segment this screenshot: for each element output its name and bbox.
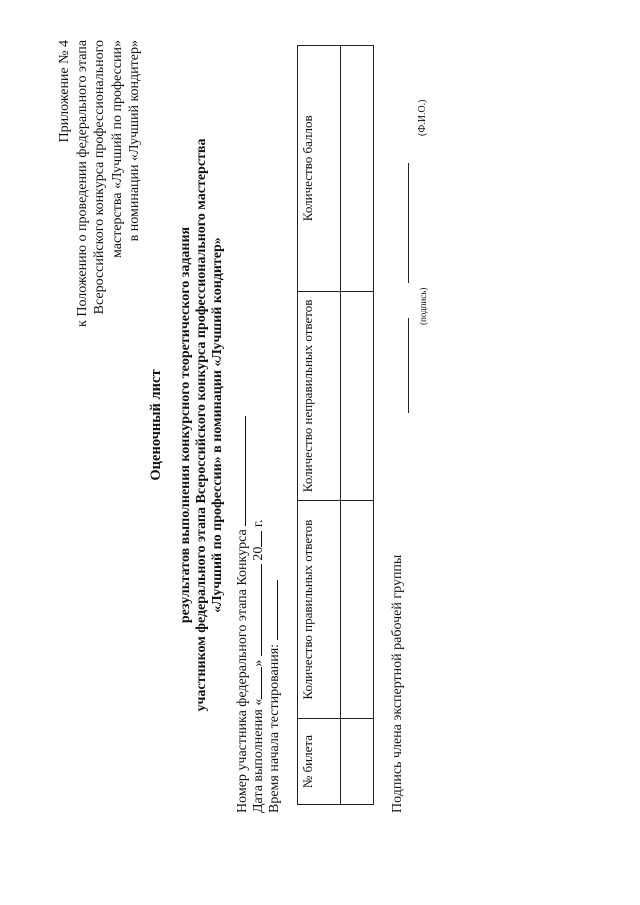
participant-number-row — [233, 313, 249, 813]
table-row — [341, 46, 374, 805]
column-header-ticket: № билета — [298, 719, 341, 805]
date-month-blank[interactable] — [249, 564, 262, 656]
start-time-blank[interactable] — [265, 580, 278, 640]
start-time-row — [265, 313, 281, 813]
date-suffix: г. — [251, 519, 266, 528]
date-day-blank[interactable] — [249, 667, 262, 699]
start-time-label: Время начала тестирования: — [267, 643, 282, 813]
title-line: результатов выполнения конкурсного теоретического задания — [178, 226, 193, 624]
title-line: «Лучший по профессии» в номинации «Лучший кондитер» — [210, 237, 225, 613]
date-year-blank[interactable] — [249, 531, 262, 547]
annex-line: к Положению о проведении федерального этапа — [74, 40, 90, 327]
title-main: Оценочный лист — [148, 369, 164, 481]
participant-number-label: Номер участника федерального этапа Конкурса — [235, 529, 250, 813]
title-line: участником федерального этапа Всероссийского конкурса профессионального мастерства — [194, 138, 209, 712]
table-cell[interactable] — [341, 46, 374, 292]
full-name-line[interactable] — [408, 163, 409, 283]
annex-line: Всероссийского конкурса профессионального — [92, 40, 107, 315]
signature-caption: (подпись) — [418, 287, 428, 325]
document-title — [148, 45, 226, 805]
table-header-row — [298, 46, 341, 805]
column-header-incorrect: Количество неправильных ответов — [298, 291, 341, 501]
annex-line: Приложение № 4 — [57, 40, 72, 143]
date-quote: » — [251, 659, 266, 667]
date-row — [249, 313, 265, 813]
annex-line: в номинации «Лучший кондитер» — [127, 40, 142, 242]
form-fields — [233, 313, 281, 813]
table-cell[interactable] — [341, 291, 374, 501]
table-cell[interactable] — [341, 719, 374, 805]
annex-header — [56, 40, 144, 340]
date-label: Дата выполнения « — [251, 698, 266, 813]
signature-label: Подпись члена экспертной рабочей группы — [390, 554, 405, 813]
annex-line: мастерства «Лучший по профессии» — [109, 40, 125, 258]
participant-number-blank[interactable] — [233, 416, 246, 526]
table-cell[interactable] — [341, 501, 374, 719]
date-year-prefix: 20 — [251, 546, 266, 561]
results-table — [297, 45, 374, 805]
column-header-score: Количество баллов — [298, 46, 341, 292]
full-name-caption: (Ф.И.О.) — [417, 99, 428, 136]
signature-line[interactable] — [408, 318, 409, 413]
column-header-correct: Количество правильных ответов — [298, 501, 341, 719]
